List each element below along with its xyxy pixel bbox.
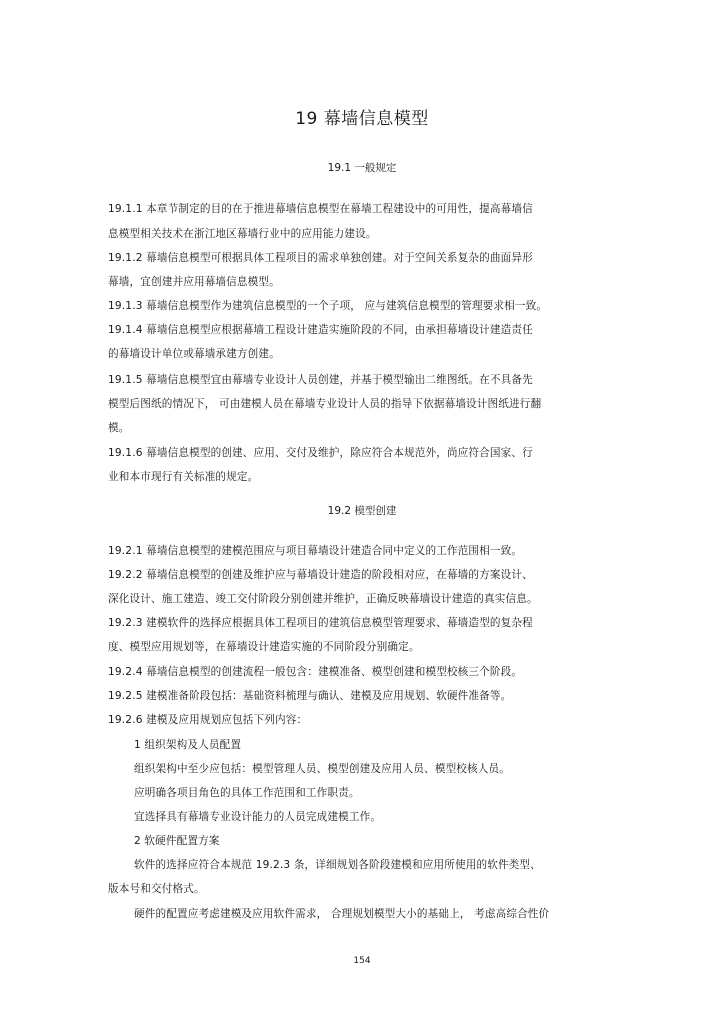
- list-item: 宜选择具有幕墙专业设计能力的人员完成建模工作。: [134, 811, 382, 823]
- paragraph-line: 幕墙，宜创建并应用幕墙信息模型。: [108, 276, 280, 288]
- list-heading: 2 软硬件配置方案: [134, 835, 220, 847]
- paragraph-line: 19.1.4 幕墙信息模型应根据幕墙工程设计建造实施阶段的不同，由承担幕墙设计建造责任: [108, 324, 533, 336]
- paragraph-line: 19.2.6 建模及应用规划应包括下列内容：: [108, 714, 308, 726]
- list-item: 应明确各项目角色的具体工作范围和工作职责。: [134, 787, 360, 799]
- paragraph-line: 深化设计、施工建造、竣工交付阶段分别创建并维护，正确反映幕墙设计建造的真实信息。: [108, 593, 538, 605]
- paragraph-line: 的幕墙设计单位或幕墙承建方创建。: [108, 348, 280, 360]
- paragraph-line: 模型后图纸的情况下， 可由建模人员在幕墙专业设计人员的指导下依据幕墙设计图纸进行翻: [108, 398, 542, 410]
- paragraph-line: 19.2.1 幕墙信息模型的建模范围应与项目幕墙设计建造合同中定义的工作范围相一致。: [108, 545, 523, 557]
- paragraph-line: 19.1.2 幕墙信息模型可根据具体工程项目的需求单独创建。对于空间关系复杂的曲面异形: [108, 252, 533, 264]
- paragraph-line: 19.2.3 建模软件的选择应根据具体工程项目的建筑信息模型管理要求、幕墙造型的复杂程: [108, 617, 533, 629]
- paragraph-line: 19.1.6 幕墙信息模型的创建、应用、交付及维护，除应符合本规范外，尚应符合国家、行: [108, 447, 533, 459]
- paragraph-line: 19.1.1 本章节制定的目的在于推进幕墙信息模型在幕墙工程建设中的可用性，提高幕墙信: [108, 203, 533, 215]
- page-number: 154: [353, 956, 371, 966]
- section-heading-19-2: 19.2 模型创建: [327, 505, 397, 517]
- chapter-title: 19 幕墙信息模型: [295, 109, 429, 129]
- list-heading: 1 组织架构及人员配置: [134, 739, 242, 751]
- paragraph-line: 19.1.3 幕墙信息模型作为建筑信息模型的一个子项， 应与建筑信息模型的管理要求相一致。: [108, 300, 548, 312]
- list-item: 软件的选择应符合本规范 19.2.3 条，详细规划各阶段建模和应用所使用的软件类型、: [134, 859, 541, 871]
- paragraph-line: 19.2.2 幕墙信息模型的创建及维护应与幕墙设计建造的阶段相对应，在幕墙的方案设计、: [108, 569, 533, 581]
- paragraph-line: 19.1.5 幕墙信息模型宜由幕墙专业设计人员创建，并基于模型输出二维图纸。在不具备先: [108, 374, 533, 386]
- list-item: 组织架构中至少应包括：模型管理人员、模型创建及应用人员、模型校核人员。: [134, 763, 511, 775]
- paragraph-line: 度、模型应用规划等，在幕墙设计建造实施的不同阶段分别确定。: [108, 641, 420, 653]
- paragraph-line: 版本号和交付格式。: [108, 883, 205, 895]
- paragraph-line: 业和本市现行有关标准的规定。: [108, 471, 259, 483]
- paragraph-line: 模。: [108, 422, 130, 434]
- paragraph-line: 19.2.5 建模准备阶段包括：基础资料梳理与确认、建模及应用规划、软硬件准备等。: [108, 690, 512, 702]
- paragraph-line: 息模型相关技术在浙江地区幕墙行业中的应用能力建设。: [108, 228, 377, 240]
- section-heading-19-1: 19.1 一般规定: [327, 162, 397, 174]
- paragraph-line: 19.2.4 幕墙信息模型的创建流程一般包含：建模准备、模型创建和模型校核三个阶段。: [108, 666, 523, 678]
- list-item: 硬件的配置应考虑建模及应用软件需求， 合理规划模型大小的基础上， 考虑高综合性价: [134, 908, 550, 920]
